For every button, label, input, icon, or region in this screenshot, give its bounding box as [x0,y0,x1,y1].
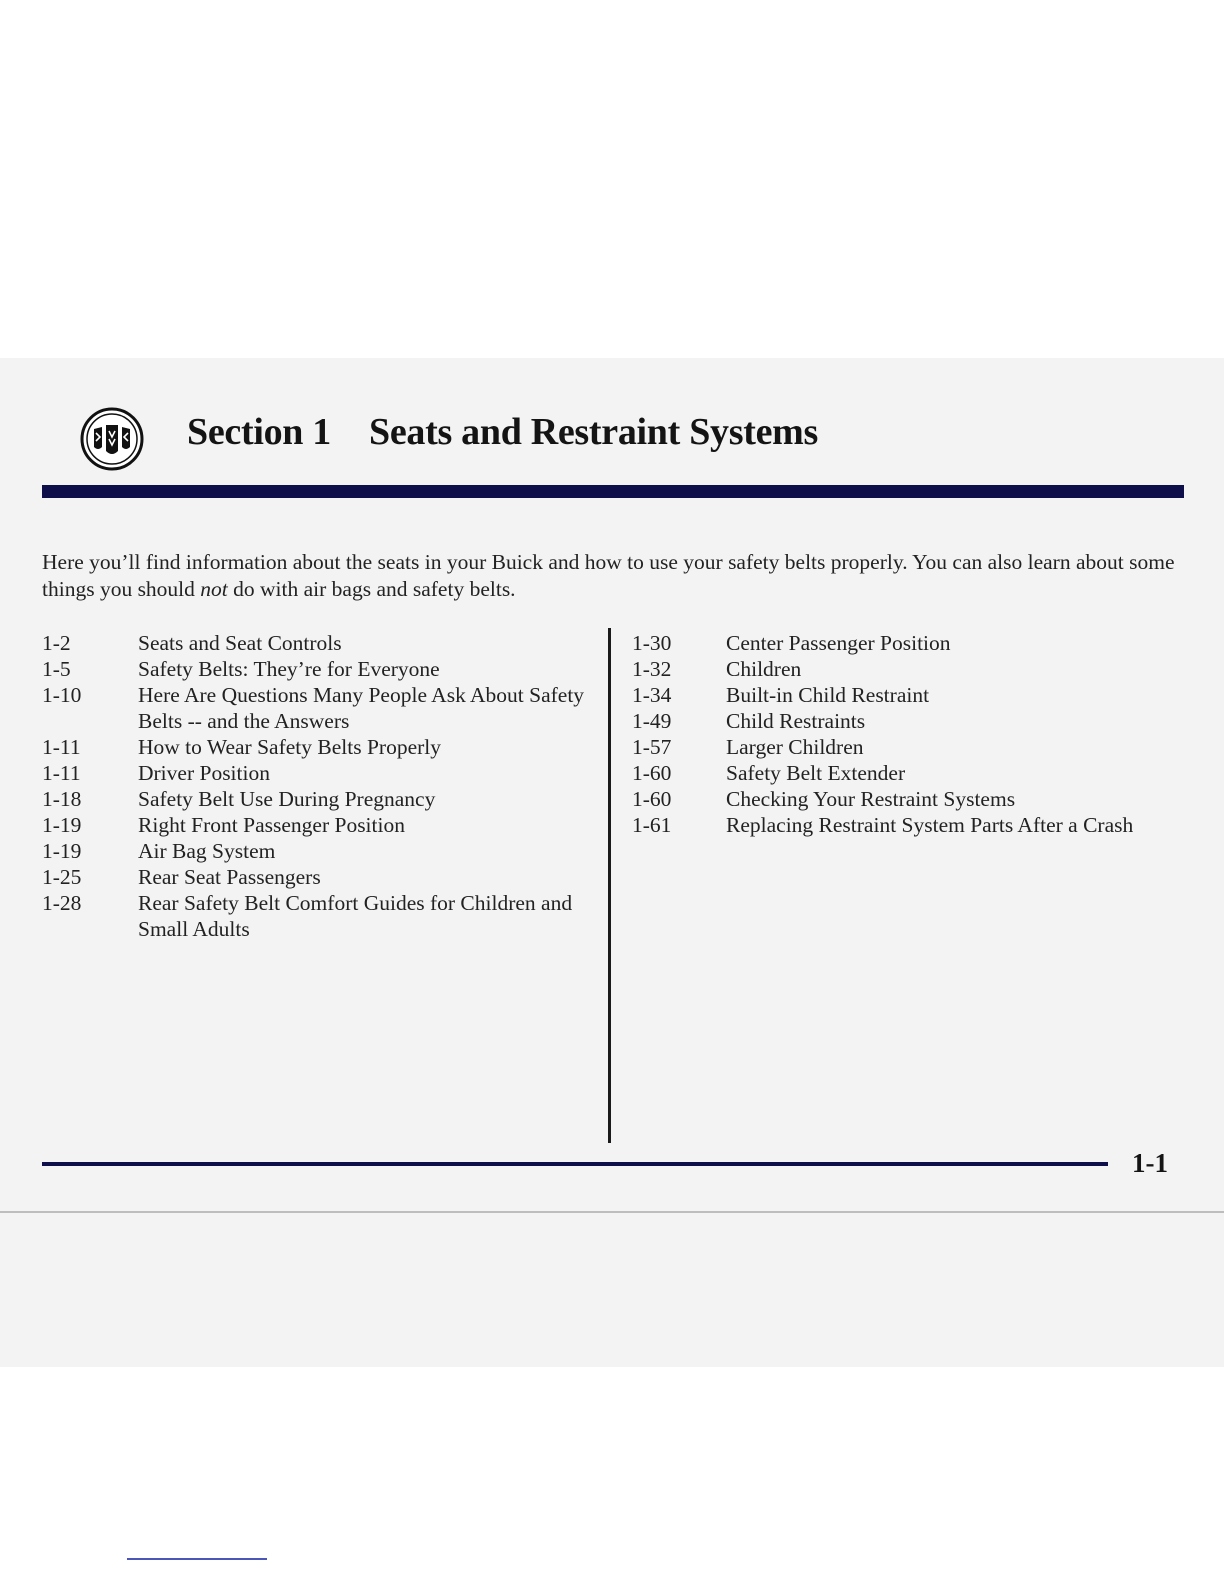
toc-entry-title: Center Passenger Position [726,631,951,655]
toc-entry[interactable] [42,812,602,838]
bottom-rule [127,1558,267,1560]
toc-page-number: 1-61 [632,813,672,837]
toc-entry-title: Safety Belts: They’re for Everyone [138,657,440,681]
toc-page-number: 1-60 [632,761,672,785]
toc-entry[interactable] [42,864,602,890]
toc-entry-title: Checking Your Restraint Systems [726,787,1016,811]
toc-page-number: 1-2 [42,631,71,655]
toc-entry-title: Driver Position [138,761,270,785]
toc-entry[interactable] [632,656,1152,682]
toc-right-column [632,630,1152,838]
title-rule [42,485,1184,498]
toc-entry[interactable] [42,656,602,682]
toc-entry-title: Child Restraints [726,709,866,733]
section-label: Section 1 [187,411,332,453]
tri-shield-logo-icon [80,407,144,471]
toc-page-number: 1-5 [42,657,71,681]
toc-entry[interactable] [42,682,602,734]
toc-entry-title: Replacing Restraint System Parts After a Crash [726,813,1134,837]
toc-entry-title: Safety Belt Extender [726,761,906,785]
toc-entry[interactable] [42,760,602,786]
intro-text-before: Here you’ll find information about the seats in your Buick and how to use your safety belts properly. You can also learn about some things you should [42,550,1175,601]
toc-page-number: 1-19 [42,839,82,863]
toc-entry-title: Seats and Seat Controls [138,631,342,655]
intro-paragraph [42,549,1192,603]
intro-emphasis: not [200,577,228,601]
intro-text-after: do with air bags and safety belts. [227,577,516,601]
toc-entry[interactable] [42,838,602,864]
toc-entry[interactable] [42,734,602,760]
toc-entry[interactable] [632,630,1152,656]
page-number: 1-1 [1132,1148,1168,1178]
toc-page-number: 1-11 [42,761,81,785]
toc-page-number: 1-10 [42,683,82,707]
toc-entry-title: Rear Safety Belt Comfort Guides for Children and Small Adults [138,891,573,941]
footer-rule [42,1162,1108,1166]
page-edge-line [0,1211,1224,1213]
column-divider [608,628,611,1143]
toc-entry-title: Safety Belt Use During Pregnancy [138,787,436,811]
toc-entry[interactable] [632,812,1152,838]
toc-entry[interactable] [632,786,1152,812]
toc-left-column [42,630,602,942]
toc-page-number: 1-18 [42,787,82,811]
toc-entry-title: Built-in Child Restraint [726,683,930,707]
toc-page-number: 1-28 [42,891,82,915]
toc-entry-title: Rear Seat Passengers [138,865,321,889]
toc-entry[interactable] [632,708,1152,734]
toc-entry[interactable] [42,786,602,812]
toc-page-number: 1-49 [632,709,672,733]
toc-entry-title: Air Bag System [138,839,276,863]
toc-entry[interactable] [632,760,1152,786]
toc-page-number: 1-25 [42,865,82,889]
toc-page-number: 1-60 [632,787,672,811]
toc-entry-title: Here Are Questions Many People Ask About Safety Belts -- and the Answers [138,683,585,733]
toc-entry-title: Larger Children [726,735,864,759]
toc-entry[interactable] [632,734,1152,760]
toc-entry[interactable] [42,630,602,656]
toc-entry-title: Right Front Passenger Position [138,813,405,837]
toc-entry-title: Children [726,657,802,681]
toc-page-number: 1-32 [632,657,672,681]
toc-page-number: 1-57 [632,735,672,759]
section-title: Seats and Restraint Systems [369,411,818,453]
toc-page-number: 1-34 [632,683,672,707]
toc-page-number: 1-19 [42,813,82,837]
toc-entry[interactable] [632,682,1152,708]
page-title [187,410,818,454]
toc-page-number: 1-30 [632,631,672,655]
toc-entry[interactable] [42,890,602,942]
toc-entry-title: How to Wear Safety Belts Properly [138,735,441,759]
toc-page-number: 1-11 [42,735,81,759]
